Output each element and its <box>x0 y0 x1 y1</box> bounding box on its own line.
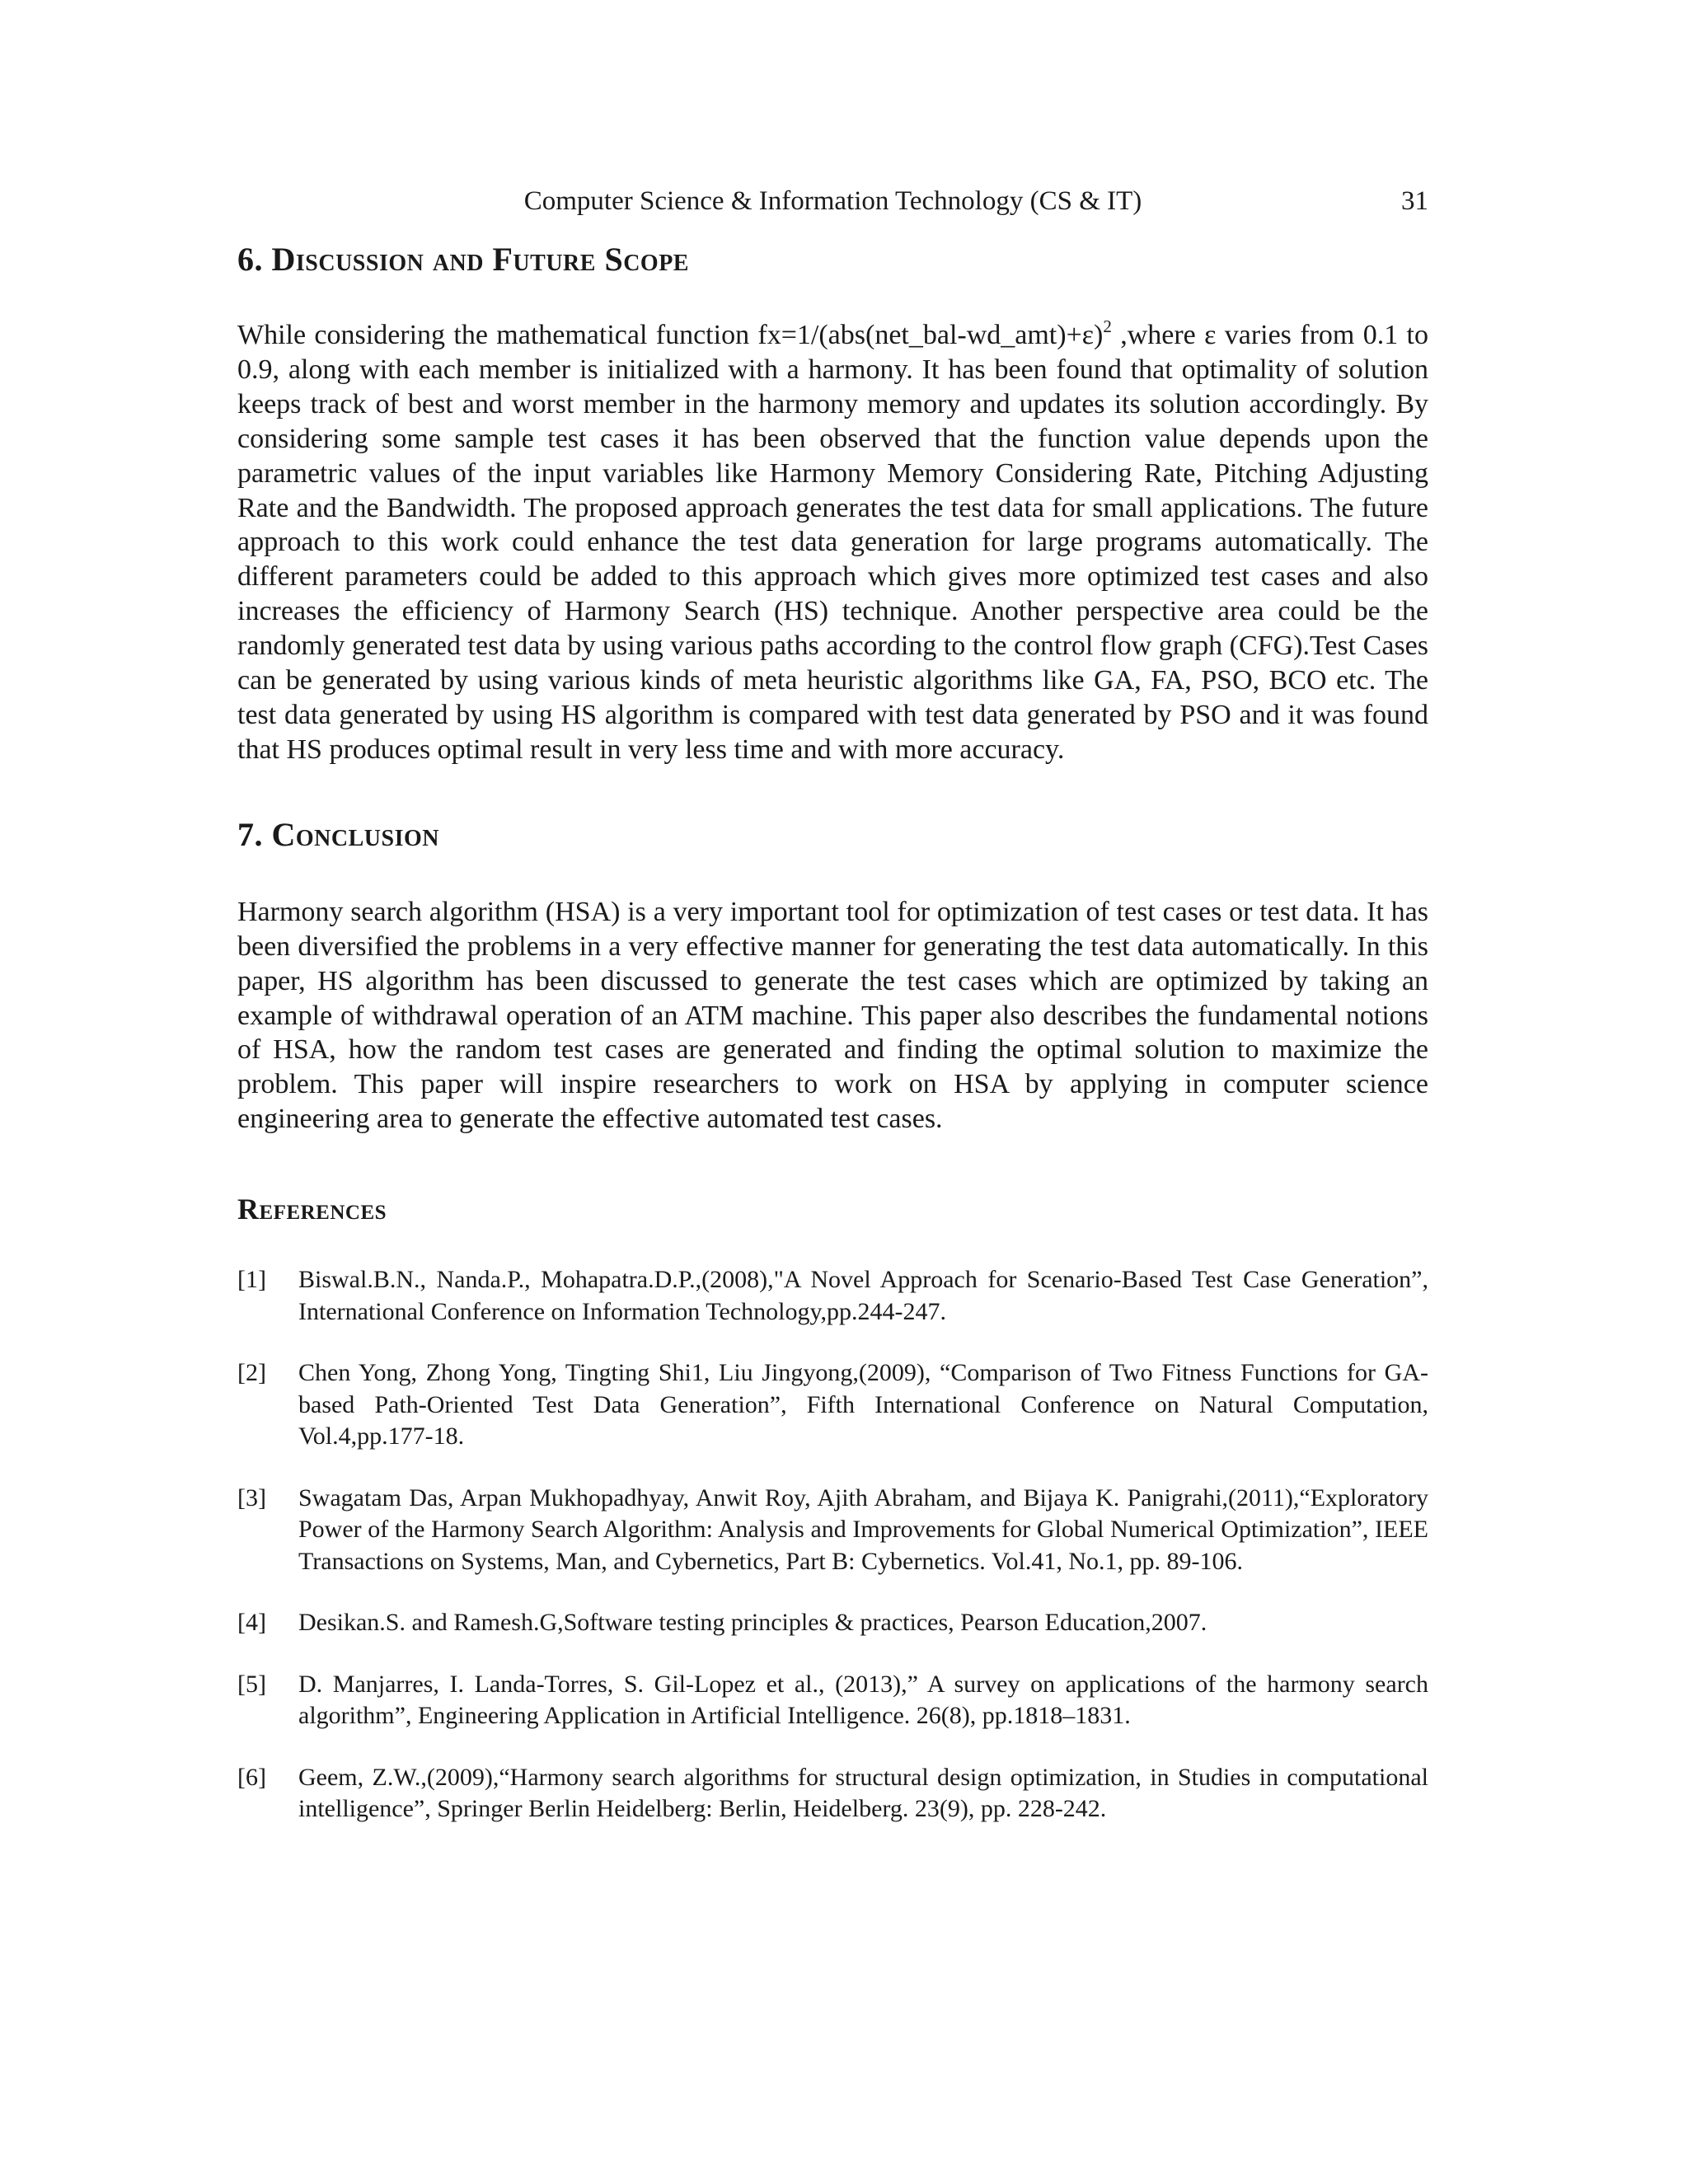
reference-list <box>237 1264 1428 1825</box>
reference-text: Swagatam Das, Arpan Mukhopadhyay, Anwit Roy, Ajith Abraham, and Bijaya K. Panigrahi,(2011),“Exploratory Power of the Harmony Search Algorithm: Analysis and Improvements for Global Numerical Optimization”, IEEE Transactions on Systems, Man, and Cybernetics, Part B: Cybernetics. Vol.41, No.1, pp. 89-106. <box>298 1483 1428 1575</box>
reference-text: D. Manjarres, I. Landa-Torres, S. Gil-Lopez et al., (2013),” A survey on applications of the harmony search algorithm”, Engineering Application in Artificial Intelligence. 26(8), pp.1818–1831. <box>298 1670 1428 1730</box>
reference-item <box>237 1483 1428 1578</box>
discussion-text: ,where ε varies from 0.1 to 0.9, along with each member is initialized with a harmony. It has been found that optimality of solution keeps track of best and worst member in the harmony memory and updates its solution accordingly. By considering some sample test cases it has been observed that the function value depends upon the parametric values of the input variables like Harmony Memory Considering Rate, Pitching Adjusting Rate and the Bandwidth. The proposed approach generates the test data for small applications. The future approach to this work could enhance the test data generation for large programs automatically. The different parameters could be added to this approach which gives more optimized test cases and also increases the efficiency of Harmony Search (HS) technique. Another perspective area could be the randomly generated test data by using various paths according to the control flow graph (CFG).Test Cases can be generated by using various kinds of meta heuristic algorithms like GA, FA, PSO, BCO etc. The test data generated by using HS algorithm is compared with test data generated by PSO and it was found that HS produces optimal result in very less time and with more accuracy. <box>237 320 1428 765</box>
conclusion-paragraph: Harmony search algorithm (HSA) is a very important tool for optimization of test cases or test data. It has been diversified the problems in a very effective manner for generating the test data automatically. In this paper, HS algorithm has been discussed to generate the test cases which are optimized by taking an example of withdrawal operation of an ATM machine. This paper also describes the fundamental notions of HSA, how the random test cases are generated and finding the optimal solution to maximize the problem. This paper will inspire researchers to work on HSA by applying in computer science engineering area to generate the effective automated test cases. <box>237 896 1428 1135</box>
running-header <box>237 185 1428 218</box>
reference-number: [2] <box>237 1359 266 1387</box>
reference-item <box>237 1264 1428 1328</box>
article-body <box>237 239 1428 1855</box>
reference-text: Biswal.B.N., Nanda.P., Mohapatra.D.P.,(2008),"A Novel Approach for Scenario-Based Test Case Generation”, International Conference on Information Technology,pp.244-247. <box>298 1266 1428 1325</box>
reference-text: Chen Yong, Zhong Yong, Tingting Shi1, Liu Jingyong,(2009), “Comparison of Two Fitness Functions for GA-based Path-Oriented Test Data Generation”, Fifth International Conference on Natural Computation, Vol.4,pp.177-18. <box>298 1359 1428 1451</box>
reference-item <box>237 1669 1428 1732</box>
discussion-paragraph <box>237 318 1428 767</box>
reference-item <box>237 1357 1428 1453</box>
reference-number: [4] <box>237 1609 266 1637</box>
reference-item <box>237 1607 1428 1639</box>
reference-item <box>237 1762 1428 1825</box>
journal-title: Computer Science & Information Technology (CS & IT) <box>523 186 1142 216</box>
section-heading-conclusion: 7. Conclusion <box>237 815 439 853</box>
discussion-formula-text: While considering the mathematical function fx=1/(abs(net_bal-wd_amt)+ε) <box>237 320 1104 350</box>
reference-text: Desikan.S. and Ramesh.G,Software testing principles & practices, Pearson Education,2007. <box>298 1609 1207 1637</box>
section-heading-references: References <box>237 1193 387 1226</box>
page-number: 31 <box>1401 186 1428 216</box>
formula-exponent: 2 <box>1103 316 1112 336</box>
reference-number: [5] <box>237 1670 266 1698</box>
reference-text: Geem, Z.W.,(2009),“Harmony search algorithms for structural design optimization, in Studies in computational intelligence”, Springer Berlin Heidelberg: Berlin, Heidelberg. 23(9), pp. 228-242. <box>298 1763 1428 1823</box>
reference-number: [3] <box>237 1483 266 1511</box>
reference-number: [6] <box>237 1763 266 1791</box>
reference-number: [1] <box>237 1266 266 1294</box>
section-heading-discussion: 6. Discussion and Future Scope <box>237 241 689 278</box>
